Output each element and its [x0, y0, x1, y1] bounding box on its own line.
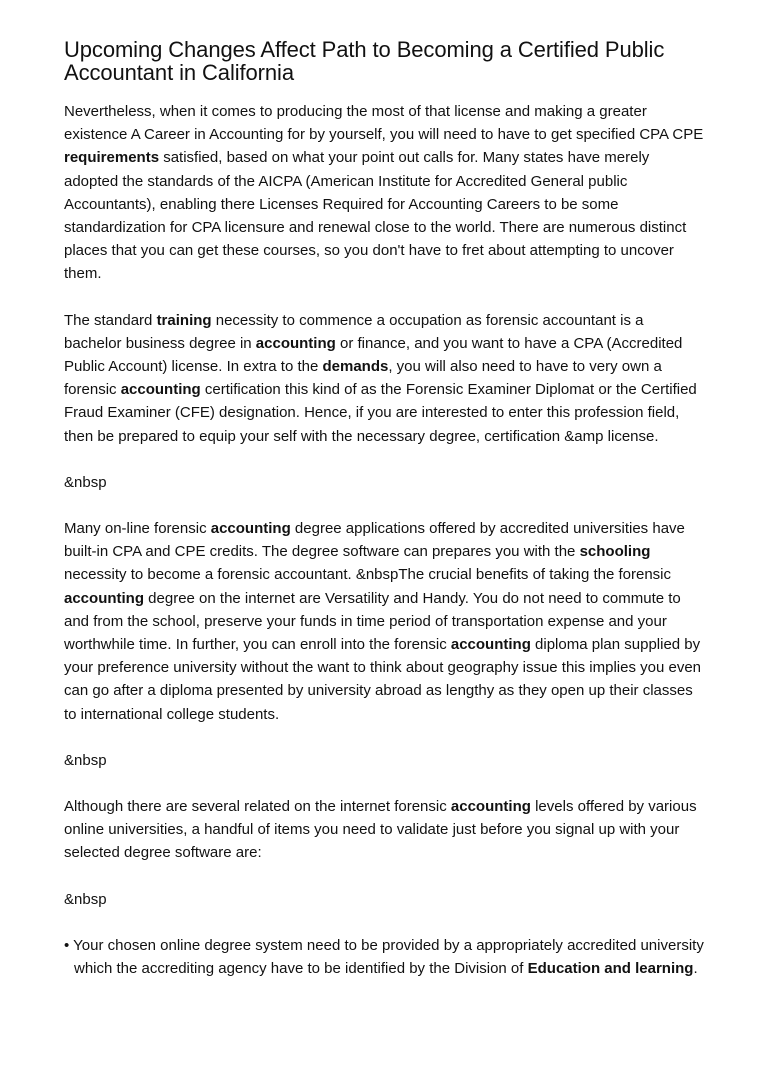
- paragraph-text: satisfied, based on what your point out calls for. Many states have merely adopted the standards of the AICPA (American Institute for Accredited General public Accountants), enabling there Licenses Required for Accounting Careers to be some standardization for CPA licensure and renewal close to the world. There are numerous distinct places that you can get these courses, so you don't have to fret about attempting to uncover them.: [64, 149, 687, 283]
- paragraph-text: The standard: [64, 311, 157, 329]
- bold-keyword: accounting: [255, 334, 336, 352]
- paragraph-text: Although there are several related on the internet forensic: [64, 798, 451, 816]
- bold-keyword: accounting: [450, 636, 531, 654]
- bold-keyword: accounting: [64, 589, 145, 607]
- paragraph-text: levels offered by various online universities, a handful of items you need to validate just before you signal up with your selected degree software are:: [64, 798, 697, 862]
- paragraph-2: [64, 309, 704, 448]
- paragraph-text: or finance, and you want to have a CPA (Accredited Public Account) license. In extra to the: [64, 334, 683, 376]
- document-page: [64, 38, 704, 980]
- bold-keyword: demands: [322, 358, 389, 376]
- bold-keyword: accounting: [210, 520, 291, 538]
- bold-keyword: training: [156, 311, 212, 329]
- paragraph-text: Many on-line forensic: [64, 520, 211, 538]
- paragraph-text: diploma plan supplied by your preference university without the want to think about geography issue this implies you even can go after a diploma presented by university abroad as lengthy as they open up their classes to international college students.: [64, 636, 702, 723]
- nbsp-line-3: &nbsp: [64, 890, 107, 908]
- nbsp-line-1: &nbsp: [64, 473, 107, 491]
- bold-keyword: schooling: [579, 543, 651, 561]
- bold-keyword: accounting: [450, 798, 531, 816]
- paragraph-text: necessity to become a forensic accountant. &nbspThe crucial benefits of taking the forensic: [64, 566, 672, 584]
- paragraph-text: Nevertheless, when it comes to producing the most of that license and making a greater existence A Career in Accounting for by yourself, you will need to have to get specified CPA CPE: [64, 103, 704, 144]
- bullet-item-1: [64, 934, 704, 980]
- paragraph-text: .: [693, 960, 698, 978]
- document-title: Upcoming Changes Affect Path to Becoming a Certified Public Accountant in California: [64, 37, 665, 85]
- paragraph-text: Your chosen online degree system need to be provided by a appropriately accredited university which the accrediting agency have to be identified by the Division of: [73, 936, 704, 978]
- bold-keyword: accounting: [120, 381, 201, 399]
- bold-keyword: requirements: [64, 149, 160, 167]
- paragraph-text: necessity to commence a occupation as forensic accountant is a bachelor business degree in: [64, 311, 644, 352]
- paragraph-3: [64, 517, 704, 726]
- paragraph-1: [64, 100, 704, 286]
- paragraph-text: , you will also need to have to very own a forensic: [64, 358, 662, 399]
- nbsp-line-2: &nbsp: [64, 751, 107, 769]
- paragraph-text: certification this kind of as the Forensic Examiner Diplomat or the Certified Fraud Examiner (CFE) designation. Hence, if you are interested to enter this profession field, then be prepared to equip your self with the necessary degree, certification &amp license.: [64, 381, 697, 445]
- paragraph-4: [64, 795, 704, 865]
- bold-keyword: Education and learning: [527, 960, 694, 978]
- paragraph-text: degree applications offered by accredited universities have built-in CPA and CPE credits. The degree software can prepares you with the: [64, 520, 685, 561]
- paragraph-text: degree on the internet are Versatility and Handy. You do not need to commute to and from the school, preserve your funds in time period of transportation expense and your worthwhile time. In further, you can enroll into the forensic: [64, 589, 681, 654]
- bullet-marker: •: [64, 936, 74, 954]
